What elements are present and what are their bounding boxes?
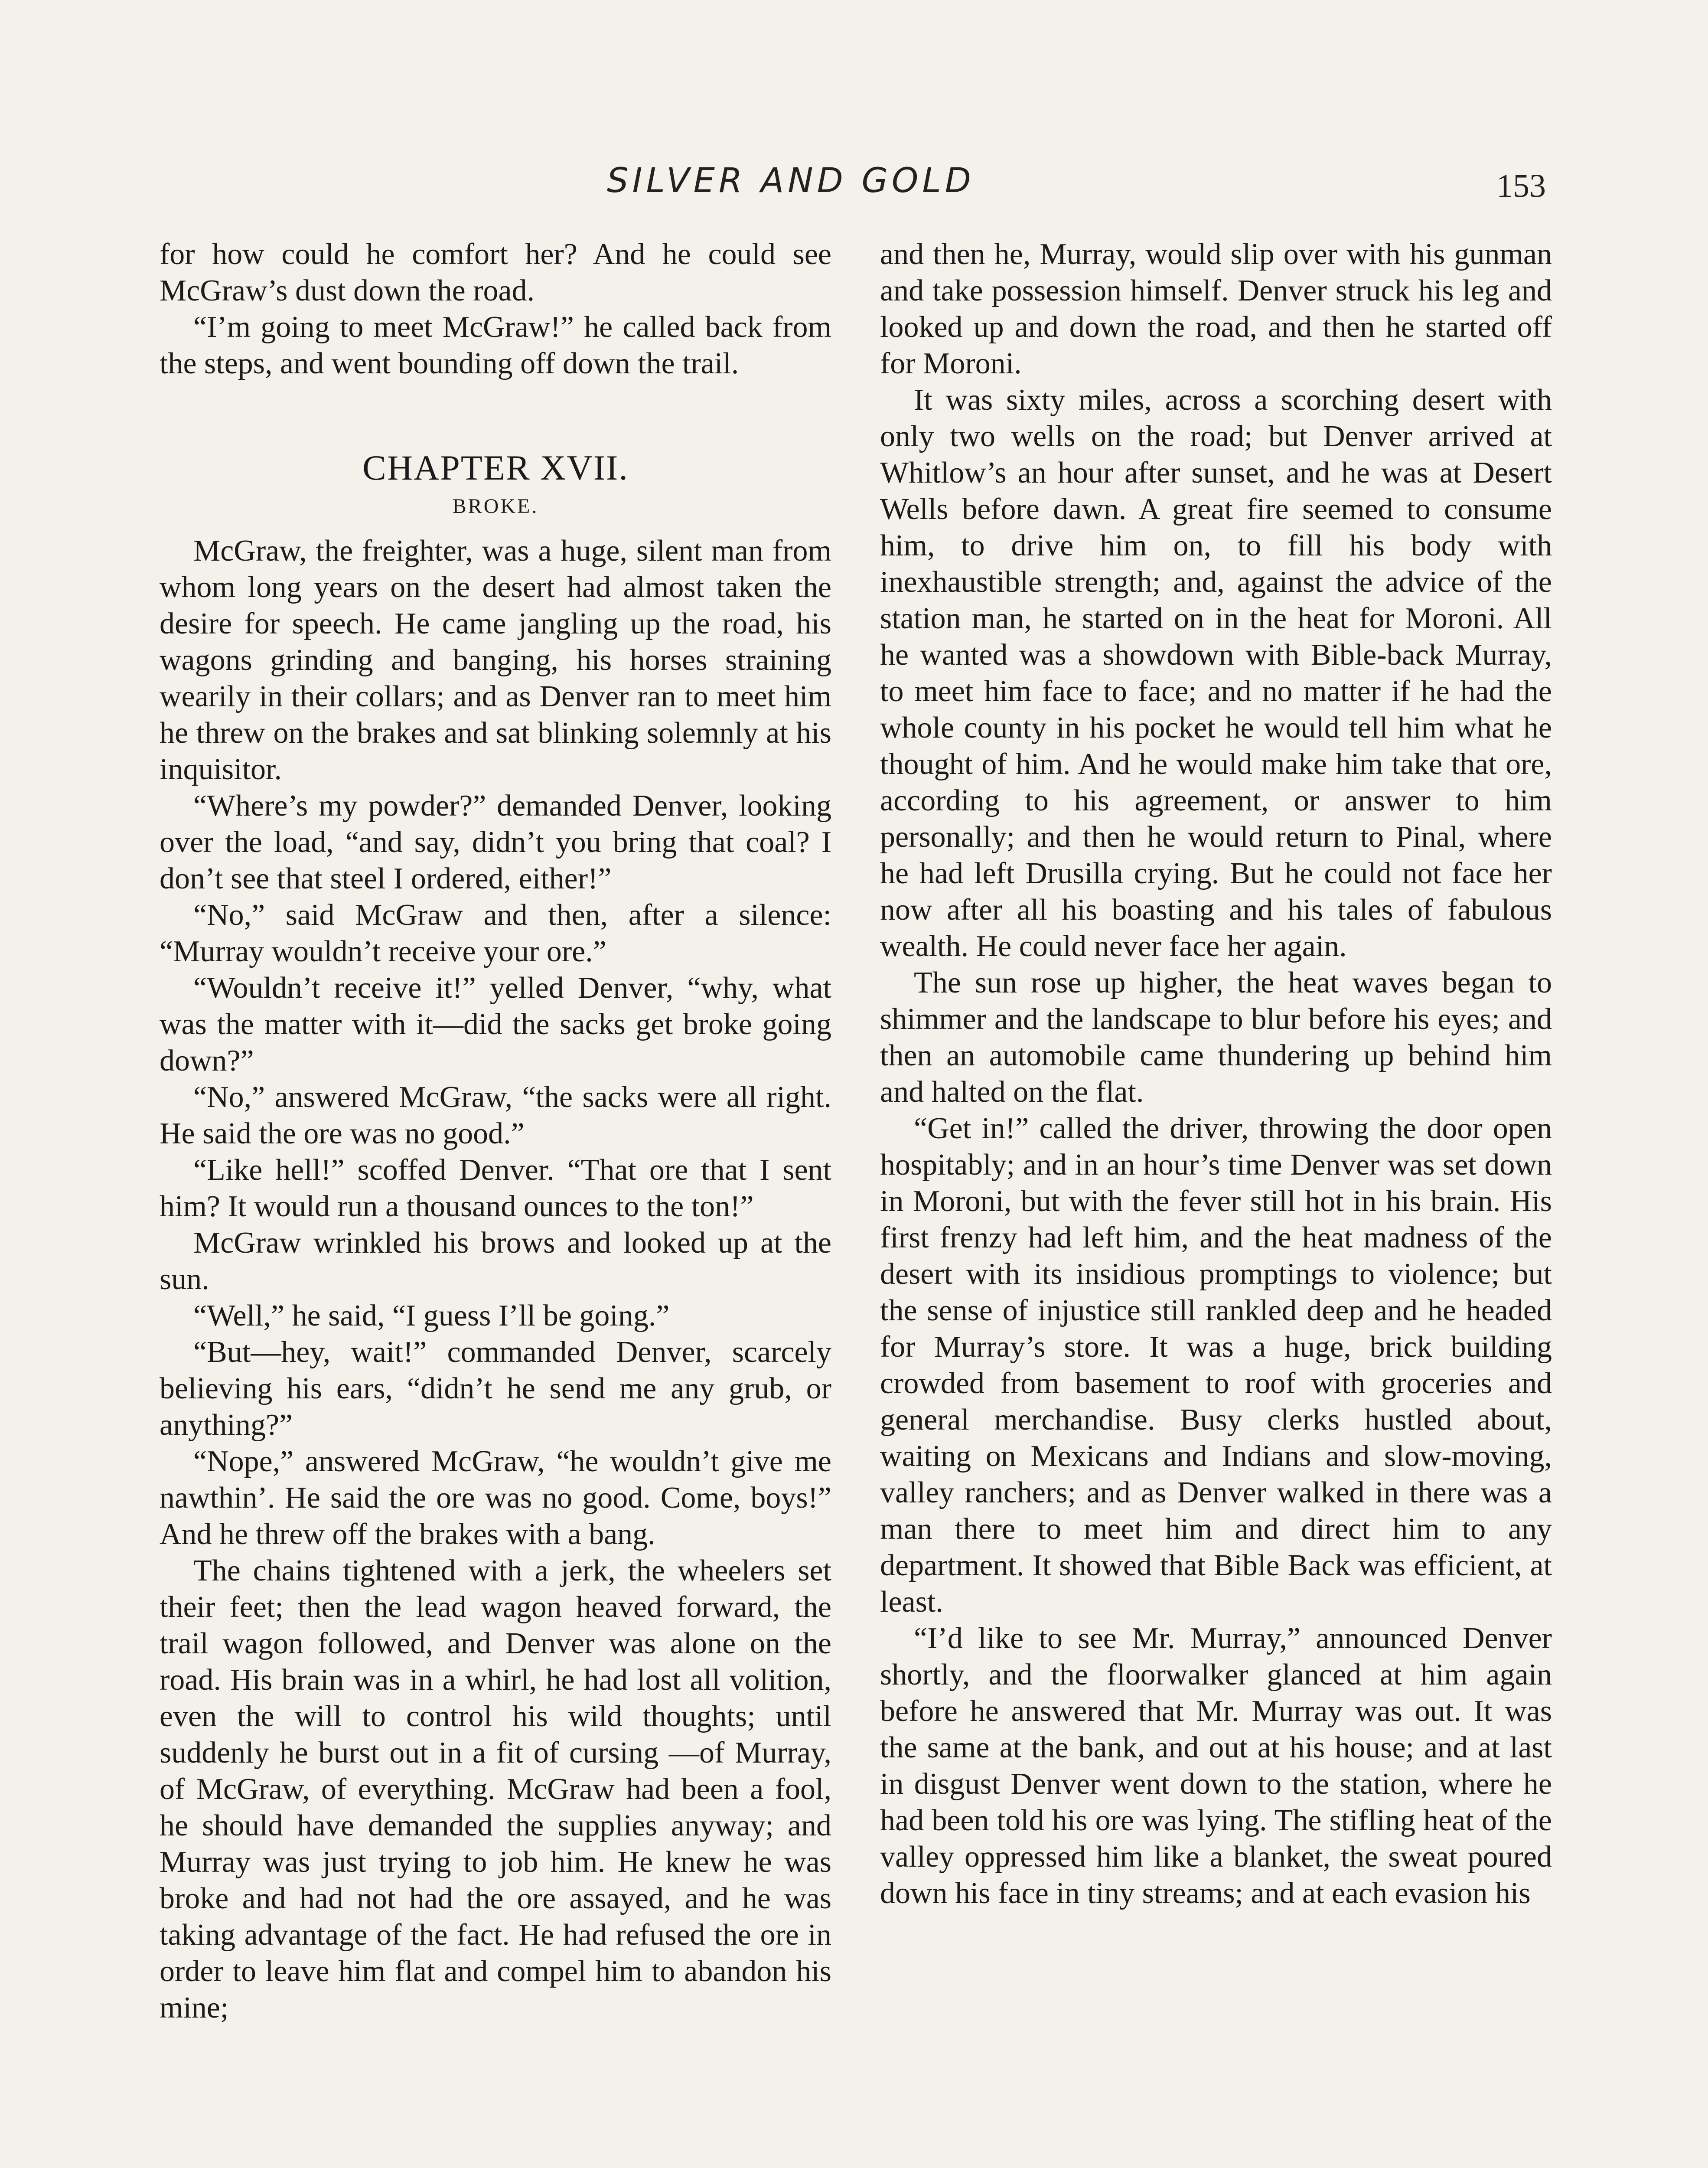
paragraph: McGraw wrinkled his brows and looked up at the sun. bbox=[160, 1226, 831, 1296]
paragraph: The sun rose up higher, the heat waves began to shimmer and the landscape to blur before his eyes; and then an automobile came thundering up behind him and halted on the flat. bbox=[880, 966, 1552, 1109]
paragraph: “I’m going to meet McGraw!” he called back from the steps, and went bounding off down the trail. bbox=[160, 310, 831, 380]
paragraph: It was sixty miles, across a scorching desert with only two wells on the road; but Denver arrived at Whitlow’s an hour after sunset, and he was at Desert Wells before dawn. A great fire seemed to consume him, to drive him on, to fill his body with inexhaustible strength; and, against the advice of the station man, he started on in the heat for Moroni. All he wanted was a showdown with Bible-back Murray, to meet him face to face; and no matter if he had the whole county in his pocket he would tell him what he thought of him. And he would make him take that ore, according to his agreement, or answer to him personally; and then he would return to Pinal, where he had left Drusilla crying. But he could not face her now after all his boasting and his tales of fabulous wealth. He could never face her again. bbox=[880, 383, 1552, 963]
paragraph: “But—hey, wait!” commanded Denver, scarcely believing his ears, “didn’t he send me any grub, or anything?” bbox=[160, 1335, 831, 1442]
chapter-subtitle: BROKE. bbox=[452, 495, 539, 518]
paragraph: McGraw, the freighter, was a huge, silent man from whom long years on the desert had almost taken the desire for speech. He came jangling up the road, his wagons grinding and banging, his horses straining wearily in their collars; and as Denver ran to meet him he threw on the brakes and sat blinking solemnly at his inquisitor. bbox=[160, 534, 831, 786]
paragraph: “Well,” he said, “I guess I’ll be going.” bbox=[193, 1299, 670, 1332]
paragraph: “I’d like to see Mr. Murray,” announced Denver shortly, and the floorwalker glanced at him again before he answered that Mr. Murray was out. It was the same at the bank, and out at his house; and at last in disgust Denver went down to the station, where he had been told his ore was lying. The stifling heat of the valley oppressed him like a blanket, the sweat poured down his face in tiny streams; and at each evasion his bbox=[880, 1622, 1552, 1910]
paragraph: “Get in!” called the driver, throwing the door open hospitably; and in an hour’s time Denver was set down in Moroni, but with the fever still hot in his brain. His first frenzy had left him, and the heat madness of the desert with its insidious promptings to violence; but the sense of injustice still rankled deep and he headed for Murray’s store. It was a huge, brick building crowded from basement to roof with groceries and general merchandise. Busy clerks hustled about, waiting on Mexicans and Indians and slow-moving, valley ranchers; and as Denver walked in there was a man there to meet him and direct him to any department. It showed that Bible Back was efficient, at least. bbox=[880, 1112, 1552, 1619]
running-head: SILVER AND GOLD bbox=[607, 161, 975, 200]
paragraph: and then he, Murray, would slip over with his gunman and take possession himself. Denver struck his leg and looked up and down the road, and then he started off for Moroni. bbox=[880, 238, 1552, 380]
paragraph: “Where’s my powder?” demanded Denver, looking over the load, “and say, didn’t you bring that coal? I don’t see that steel I ordered, either!” bbox=[160, 789, 831, 895]
paragraph: for how could he comfort her? And he could see McGraw’s dust down the road. bbox=[160, 238, 831, 307]
page-number: 153 bbox=[1496, 168, 1546, 204]
chapter-title: CHAPTER XVII. bbox=[362, 448, 629, 487]
left-column bbox=[160, 236, 831, 2026]
paragraph: “Wouldn’t receive it!” yelled Denver, “why, what was the matter with it—did the sacks get broke going down?” bbox=[160, 971, 831, 1077]
paragraph: “No,” answered McGraw, “the sacks were all right. He said the ore was no good.” bbox=[160, 1081, 831, 1150]
right-column bbox=[880, 236, 1552, 1912]
paragraph: The chains tightened with a jerk, the wheelers set their feet; then the lead wagon heaved forward, the trail wagon followed, and Denver was alone on the road. His brain was in a whirl, he had lost all volition, even the will to control his wild thoughts; until suddenly he burst out in a fit of cursing —of Murray, of McGraw, of everything. McGraw had been a fool, he should have demanded the supplies anyway; and Murray was just trying to job him. He knew he was broke and had not had the ore assayed, and he was taking advantage of the fact. He had refused the ore in order to leave him flat and compel him to abandon his mine; bbox=[160, 1554, 831, 2024]
paragraph: “Nope,” answered McGraw, “he wouldn’t give me nawthin’. He said the ore was no good. Come, boys!” And he threw off the brakes with a bang. bbox=[160, 1445, 831, 1551]
paragraph: “No,” said McGraw and then, after a silence: “Murray wouldn’t receive your ore.” bbox=[160, 898, 831, 968]
paragraph: “Like hell!” scoffed Denver. “That ore that I sent him? It would run a thousand ounces to the ton!” bbox=[160, 1153, 831, 1223]
